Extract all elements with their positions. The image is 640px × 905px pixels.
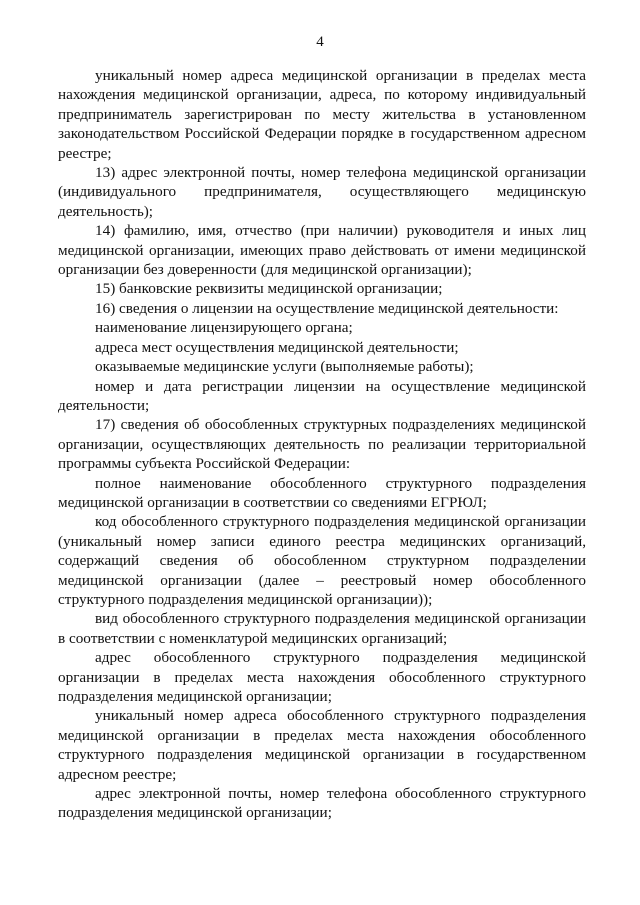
paragraph: код обособленного структурного подразделения медицинской организации (уникальный номер записи единого реестра медицинских организаций, содержащий сведения об обособленном структурном подразделении медицинской организации (далее – реестровый номер обособленного структурного подразделения медицинской организации));: [58, 513, 586, 608]
paragraph: 13) адрес электронной почты, номер телефона медицинской организации (индивидуального предпринимателя, осуществляющего медицинскую деятельность);: [58, 164, 586, 220]
paragraph: 17) сведения об обособленных структурных подразделениях медицинской организации, осуществляющих деятельность по реализации территориальной программы субъекта Российской Федерации:: [58, 416, 586, 473]
paragraph: уникальный номер адреса обособленного структурного подразделения медицинской организации в пределах места нахождения обособленного структурного подразделения медицинской организации в государственном адресном реестре;: [58, 707, 586, 783]
paragraph: полное наименование обособленного структурного подразделения медицинской организации в соответствии со сведениями ЕГРЮЛ;: [58, 474, 586, 511]
paragraph: 16) сведения о лицензии на осуществление медицинской деятельности:: [95, 299, 559, 317]
paragraph: наименование лицензирующего органа;: [95, 319, 353, 337]
paragraph: номер и дата регистрации лицензии на осуществление медицинской деятельности;: [58, 377, 586, 414]
paragraph: 14) фамилию, имя, отчество (при наличии) руководителя и иных лиц медицинской организации, имеющих право действовать от имени медицинской организации без доверенности (для медицинской организации);: [58, 222, 586, 279]
page-number: 4: [316, 34, 324, 50]
paragraph: 15) банковские реквизиты медицинской организации;: [95, 280, 443, 298]
paragraph: адрес электронной почты, номер телефона обособленного структурного подразделения медицинской организации;: [58, 785, 586, 822]
document-body: [58, 66, 586, 823]
paragraph: оказываемые медицинские услуги (выполняемые работы);: [95, 358, 474, 376]
paragraph: адреса мест осуществления медицинской деятельности;: [95, 338, 459, 356]
paragraph: вид обособленного структурного подразделения медицинской организации в соответствии с номенклатурой медицинских организаций;: [58, 610, 586, 647]
paragraph: уникальный номер адреса медицинской организации в пределах места нахождения медицинской организации, адреса, по которому индивидуальный предприниматель зарегистрирован по месту жительства в установленном законодательством Российской Федерации порядке в государственном адресном реестре;: [58, 67, 586, 162]
paragraph: адрес обособленного структурного подразделения медицинской организации в пределах места нахождения обособленного структурного подразделения медицинской организации;: [58, 649, 586, 705]
